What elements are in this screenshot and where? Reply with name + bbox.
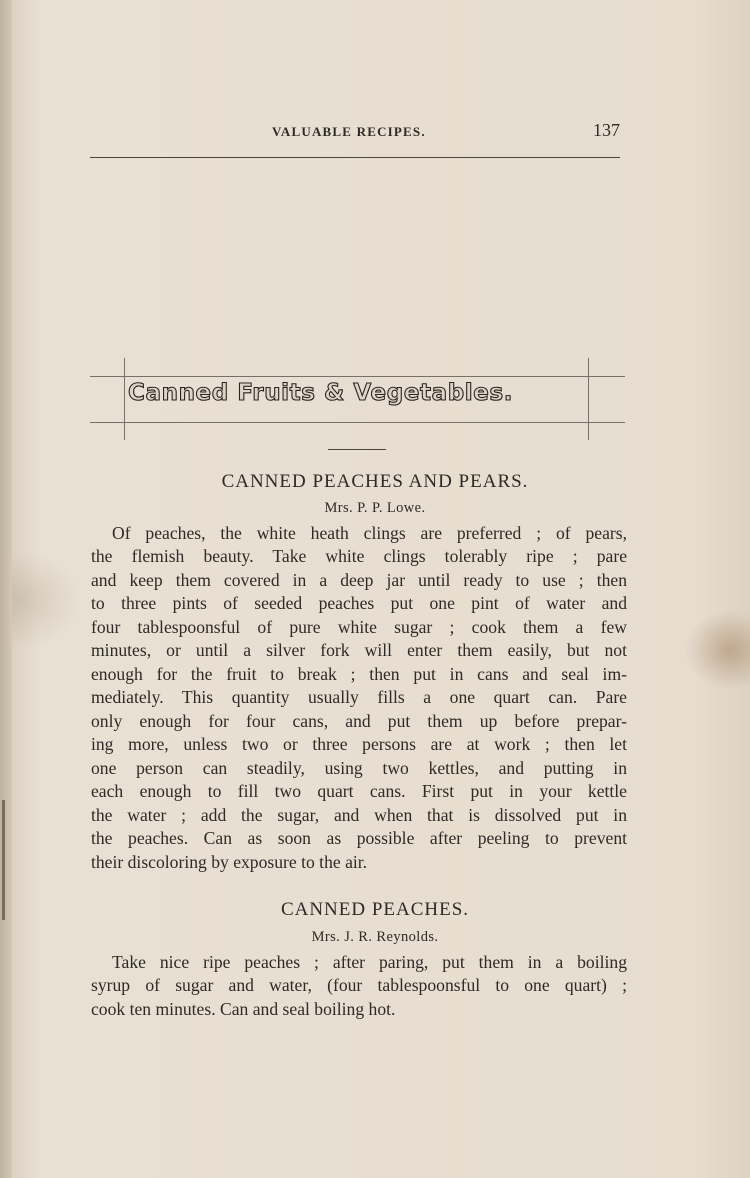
recipe-title: CANNED PEACHES. <box>280 899 470 920</box>
recipe-text-line: to three pints of seeded peaches put one pint of water and <box>91 593 627 613</box>
recipe-text-line: mediately. This quantity usually fills a one quart can. Pare <box>91 687 627 707</box>
running-head <box>90 120 620 144</box>
recipe-text-line: the peaches. Can as soon as possible after peeling to prevent <box>91 828 627 848</box>
recipe-text-line: minutes, or until a silver fork will enter them easily, but not <box>91 640 627 660</box>
running-head-title: VALUABLE RECIPES. <box>272 124 426 139</box>
recipe-text-line: the flemish beauty. Take white clings tolerably ripe ; pare <box>91 546 627 566</box>
section-title: Canned Fruits & Vegetables. <box>128 380 514 406</box>
recipe-text-line: one person can steadily, using two kettles, and putting in <box>91 758 627 778</box>
section-heading-box <box>90 358 625 440</box>
page-spine-edge <box>0 0 12 1178</box>
recipe-text-line: each enough to fill two quart cans. First put in your kettle <box>91 781 627 801</box>
recipe-text-line: four tablespoonsful of pure white sugar ; cook them a few <box>91 617 627 637</box>
recipe-text-line: enough for the fruit to break ; then put in cans and seal im- <box>91 664 627 684</box>
recipe-text-line: ing more, unless two or three persons are at work ; then let <box>91 734 627 754</box>
box-left-rule <box>124 358 125 440</box>
box-top-rule <box>90 376 625 377</box>
recipe-title: CANNED PEACHES AND PEARS. <box>221 471 529 492</box>
recipe-text-line: and keep them covered in a deep jar until ready to use ; then <box>91 570 627 590</box>
section-divider <box>328 449 386 450</box>
recipe-author: Mrs. J. R. Reynolds. <box>311 929 439 945</box>
recipe-text-line: cook ten minutes. Can and seal boiling hot. <box>91 999 396 1019</box>
box-right-rule <box>588 358 589 440</box>
recipe-text-line: Take nice ripe peaches ; after paring, put them in a boiling <box>112 952 627 972</box>
recipe-text-line: the water ; add the sugar, and when that is dissolved put in <box>91 805 627 825</box>
box-bottom-rule <box>90 422 625 423</box>
recipe-text-line: their discoloring by exposure to the air. <box>91 852 368 872</box>
recipe-text-line: syrup of sugar and water, (four tablespoonsful to one quart) ; <box>91 975 627 995</box>
header-rule <box>90 157 620 159</box>
page-number: 137 <box>593 120 620 140</box>
recipe-text-line: only enough for four cans, and put them up before prepar- <box>91 711 627 731</box>
recipe-text-line: Of peaches, the white heath clings are preferred ; of pears, <box>112 523 627 543</box>
recipe-author: Mrs. P. P. Lowe. <box>324 500 426 516</box>
